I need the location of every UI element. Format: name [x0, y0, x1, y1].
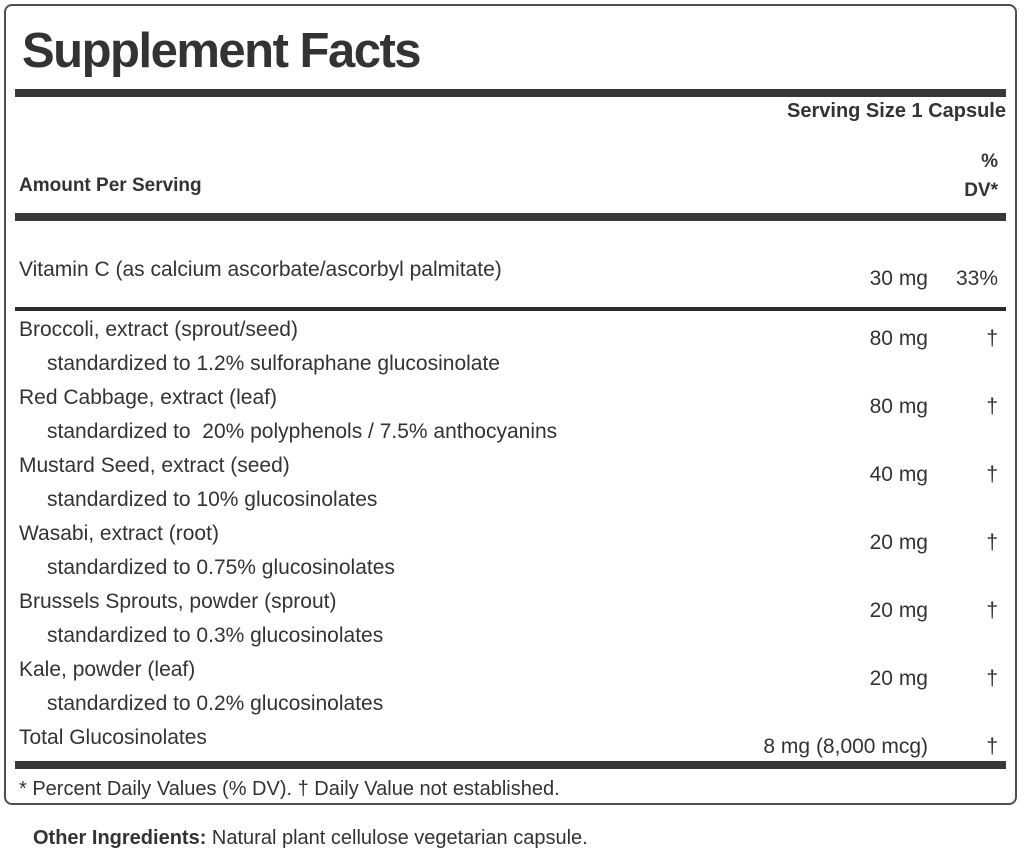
- percent-header: %: [981, 151, 998, 173]
- ingredient-amount: 80 mg: [869, 395, 928, 419]
- ingredient-amount: 20 mg: [869, 599, 928, 623]
- supplement-facts-title: Supplement Facts: [22, 24, 421, 78]
- ingredient-dv: †: [986, 463, 998, 487]
- ingredient-amount: 30 mg: [869, 267, 928, 291]
- ingredient-dv: †: [986, 735, 998, 759]
- amount-per-serving-header: Amount Per Serving: [19, 175, 202, 197]
- ingredient-rows: [15, 253, 1006, 759]
- header-divider-rule: [15, 213, 1006, 221]
- ingredient-amount: 8 mg (8,000 mcg): [763, 735, 928, 759]
- standardized-note: standardized to 0.75% glucosinolates: [47, 556, 395, 580]
- ingredient-dv: †: [986, 531, 998, 555]
- ingredient-amount: 20 mg: [869, 531, 928, 555]
- ingredient-name: Total Glucosinolates: [19, 726, 207, 750]
- ingredient-row: [15, 449, 1006, 487]
- ingredient-row: [15, 313, 1006, 351]
- column-header: [15, 148, 1006, 205]
- ingredient-dv: †: [986, 395, 998, 419]
- ingredient-row: [15, 653, 1006, 691]
- ingredient-amount: 80 mg: [869, 327, 928, 351]
- ingredient-name: Mustard Seed, extract (seed): [19, 454, 290, 478]
- ingredient-name: Broccoli, extract (sprout/seed): [19, 318, 298, 342]
- title-divider-rule: [15, 89, 1006, 97]
- percent-dv-header: [964, 148, 1006, 205]
- ingredient-dv: †: [986, 327, 998, 351]
- vitamin-c-divider-rule: [15, 307, 1006, 311]
- ingredient-dv: 33%: [955, 267, 998, 291]
- ingredient-row: [15, 517, 1006, 555]
- serving-size: Serving Size 1 Capsule: [787, 100, 1006, 123]
- ingredient-dv: †: [986, 667, 998, 691]
- standardized-note: standardized to 20% polyphenols / 7.5% anthocyanins: [47, 420, 558, 444]
- ingredient-name: Brussels Sprouts, powder (sprout): [19, 590, 337, 614]
- standardized-note: standardized to 0.2% glucosinolates: [47, 692, 384, 716]
- standardized-note: standardized to 1.2% sulforaphane glucosinolate: [47, 352, 500, 376]
- dv-header: DV*: [964, 179, 998, 201]
- ingredient-name: Wasabi, extract (root): [19, 522, 219, 546]
- ingredient-name: Kale, powder (leaf): [19, 658, 196, 682]
- ingredient-name: Red Cabbage, extract (leaf): [19, 386, 277, 410]
- ingredient-dv: †: [986, 599, 998, 623]
- other-ingredients-label: Other Ingredients:: [33, 827, 207, 849]
- standardized-note: standardized to 10% glucosinolates: [47, 488, 378, 512]
- ingredient-name: Vitamin C (as calcium ascorbate/ascorbyl palmitate): [19, 258, 502, 282]
- ingredient-amount: 40 mg: [869, 463, 928, 487]
- ingredient-row: [15, 381, 1006, 419]
- other-ingredients-text: Natural plant cellulose vegetarian capsule.: [206, 827, 588, 849]
- other-ingredients: [33, 826, 588, 850]
- ingredient-amount: 20 mg: [869, 667, 928, 691]
- ingredient-row: [15, 721, 1006, 759]
- ingredient-row: [15, 253, 1006, 297]
- supplement-facts-panel: [4, 4, 1017, 805]
- ingredient-row: [15, 585, 1006, 623]
- daily-value-footnote: * Percent Daily Values (% DV). † Daily Value not established.: [19, 778, 560, 801]
- standardized-note: standardized to 0.3% glucosinolates: [47, 624, 384, 648]
